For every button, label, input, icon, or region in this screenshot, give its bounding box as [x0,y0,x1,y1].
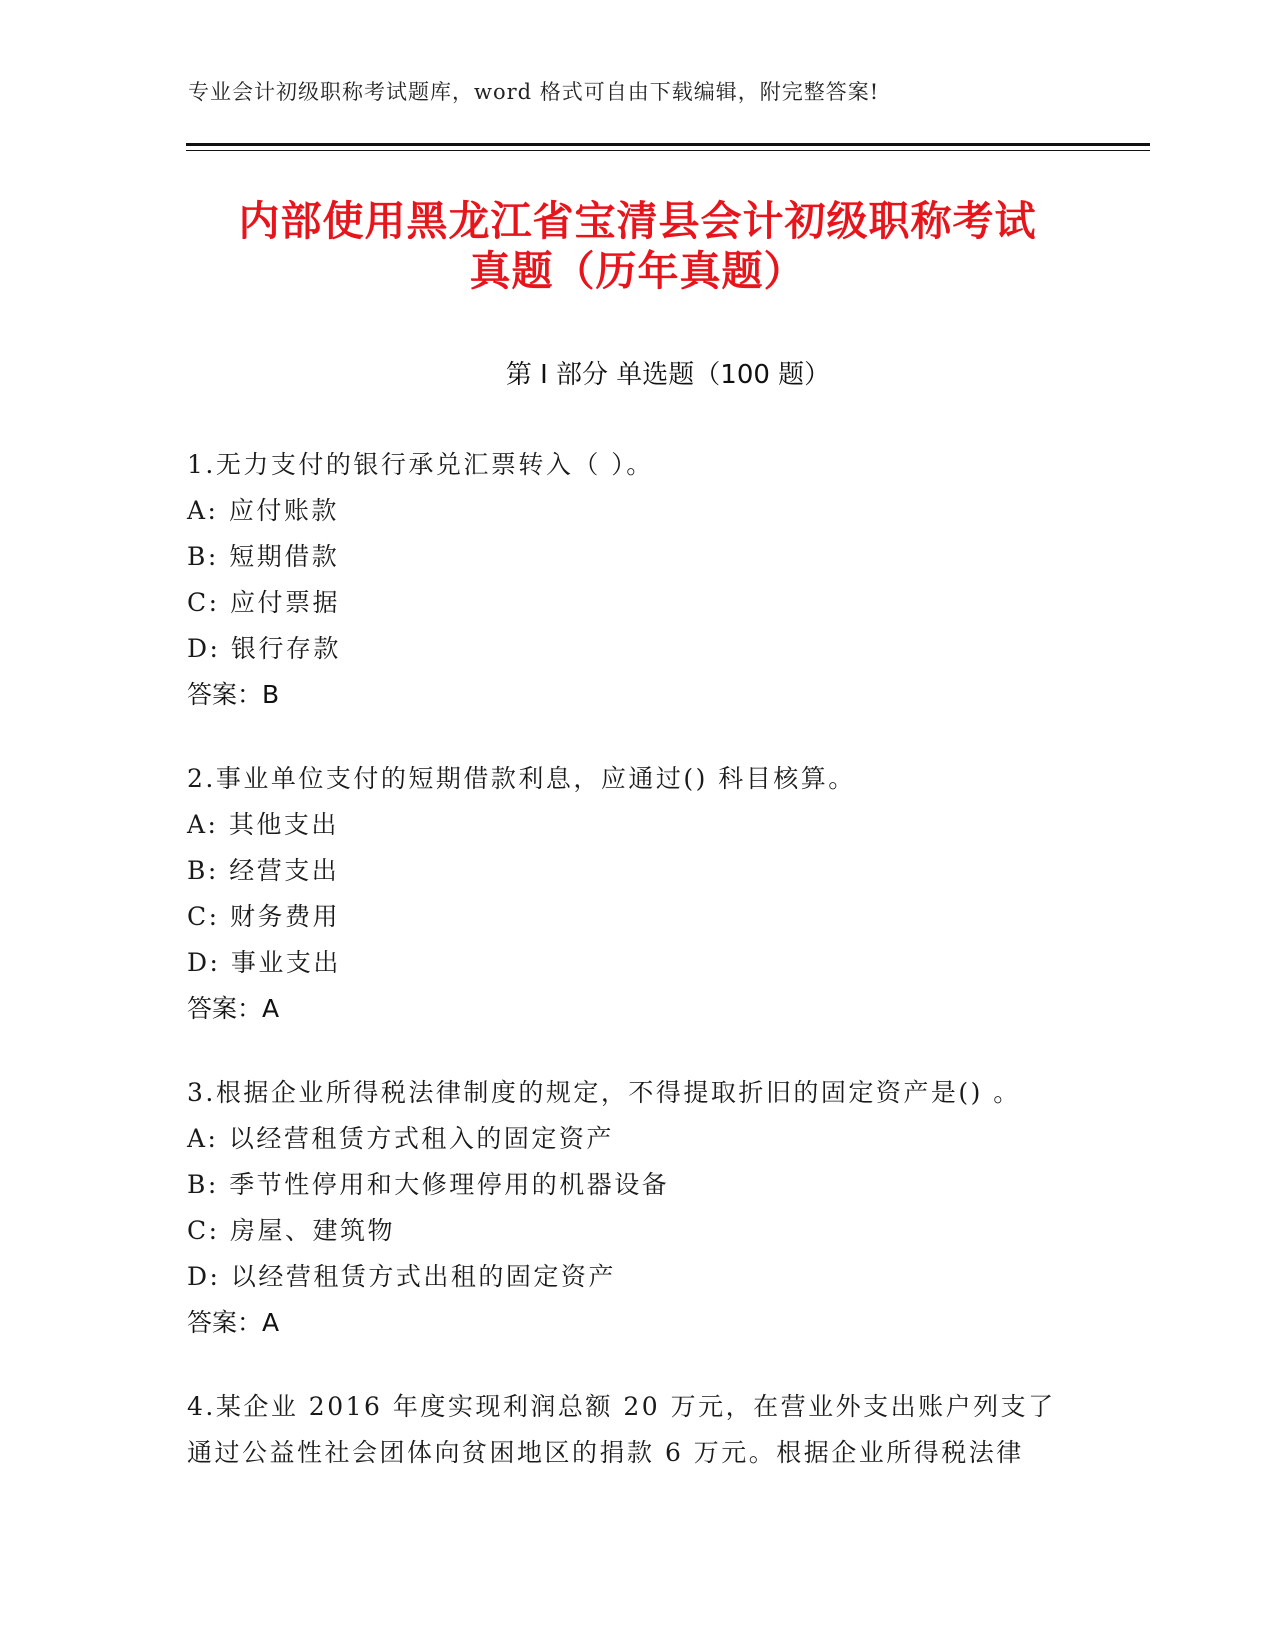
document-title-line2: 真题（历年真题） [469,247,806,295]
question-stem: 3.根据企业所得税法律制度的规定，不得提取折旧的固定资产是() 。 [187,1078,1021,1107]
question-1 [187,442,1087,718]
question-list [187,442,1087,1514]
option-b: B: 经营支出 [187,856,340,885]
option-b: B: 季节性停用和大修理停用的机器设备 [187,1170,670,1199]
question-stem: 2.事业单位支付的短期借款利息，应通过() 科目核算。 [187,764,856,793]
option-a: A: 应付账款 [187,496,339,525]
option-d: D: 以经营租赁方式出租的固定资产 [187,1262,616,1291]
answer-line: 答案：B [187,680,280,709]
question-stem-line2: 通过公益性社会团体向贫困地区的捐款 6 万元。根据企业所得税法律 [187,1438,1024,1467]
question-stem-line1: 4.某企业 2016 年度实现利润总额 20 万元，在营业外支出账户列支了 [187,1392,1056,1421]
document-title-line1: 内部使用黑龙江省宝清县会计初级职称考试 [238,197,1037,245]
option-d: D: 银行存款 [187,634,341,663]
header-rule-thick [186,143,1150,146]
option-c: C: 房屋、建筑物 [187,1216,395,1245]
option-d: D: 事业支出 [187,948,341,977]
answer-line: 答案：A [187,994,280,1023]
question-2 [187,756,1087,1032]
header-note: 专业会计初级职称考试题库，word 格式可自由下载编辑，附完整答案! [188,80,880,104]
option-c: C: 财务费用 [187,902,340,931]
option-a: A: 以经营租赁方式租入的固定资产 [187,1124,614,1153]
document-title [160,196,1115,296]
answer-line: 答案：A [187,1308,280,1337]
option-a: A: 其他支出 [187,810,339,839]
option-b: B: 短期借款 [187,542,340,571]
header-rule-thin [186,150,1150,151]
option-c: C: 应付票据 [187,588,340,617]
question-4 [187,1384,1087,1476]
question-3 [187,1070,1087,1346]
section-title: 第 I 部分 单选题（100 题） [505,360,831,390]
question-stem: 1.无力支付的银行承兑汇票转入（ ）。 [187,450,654,479]
